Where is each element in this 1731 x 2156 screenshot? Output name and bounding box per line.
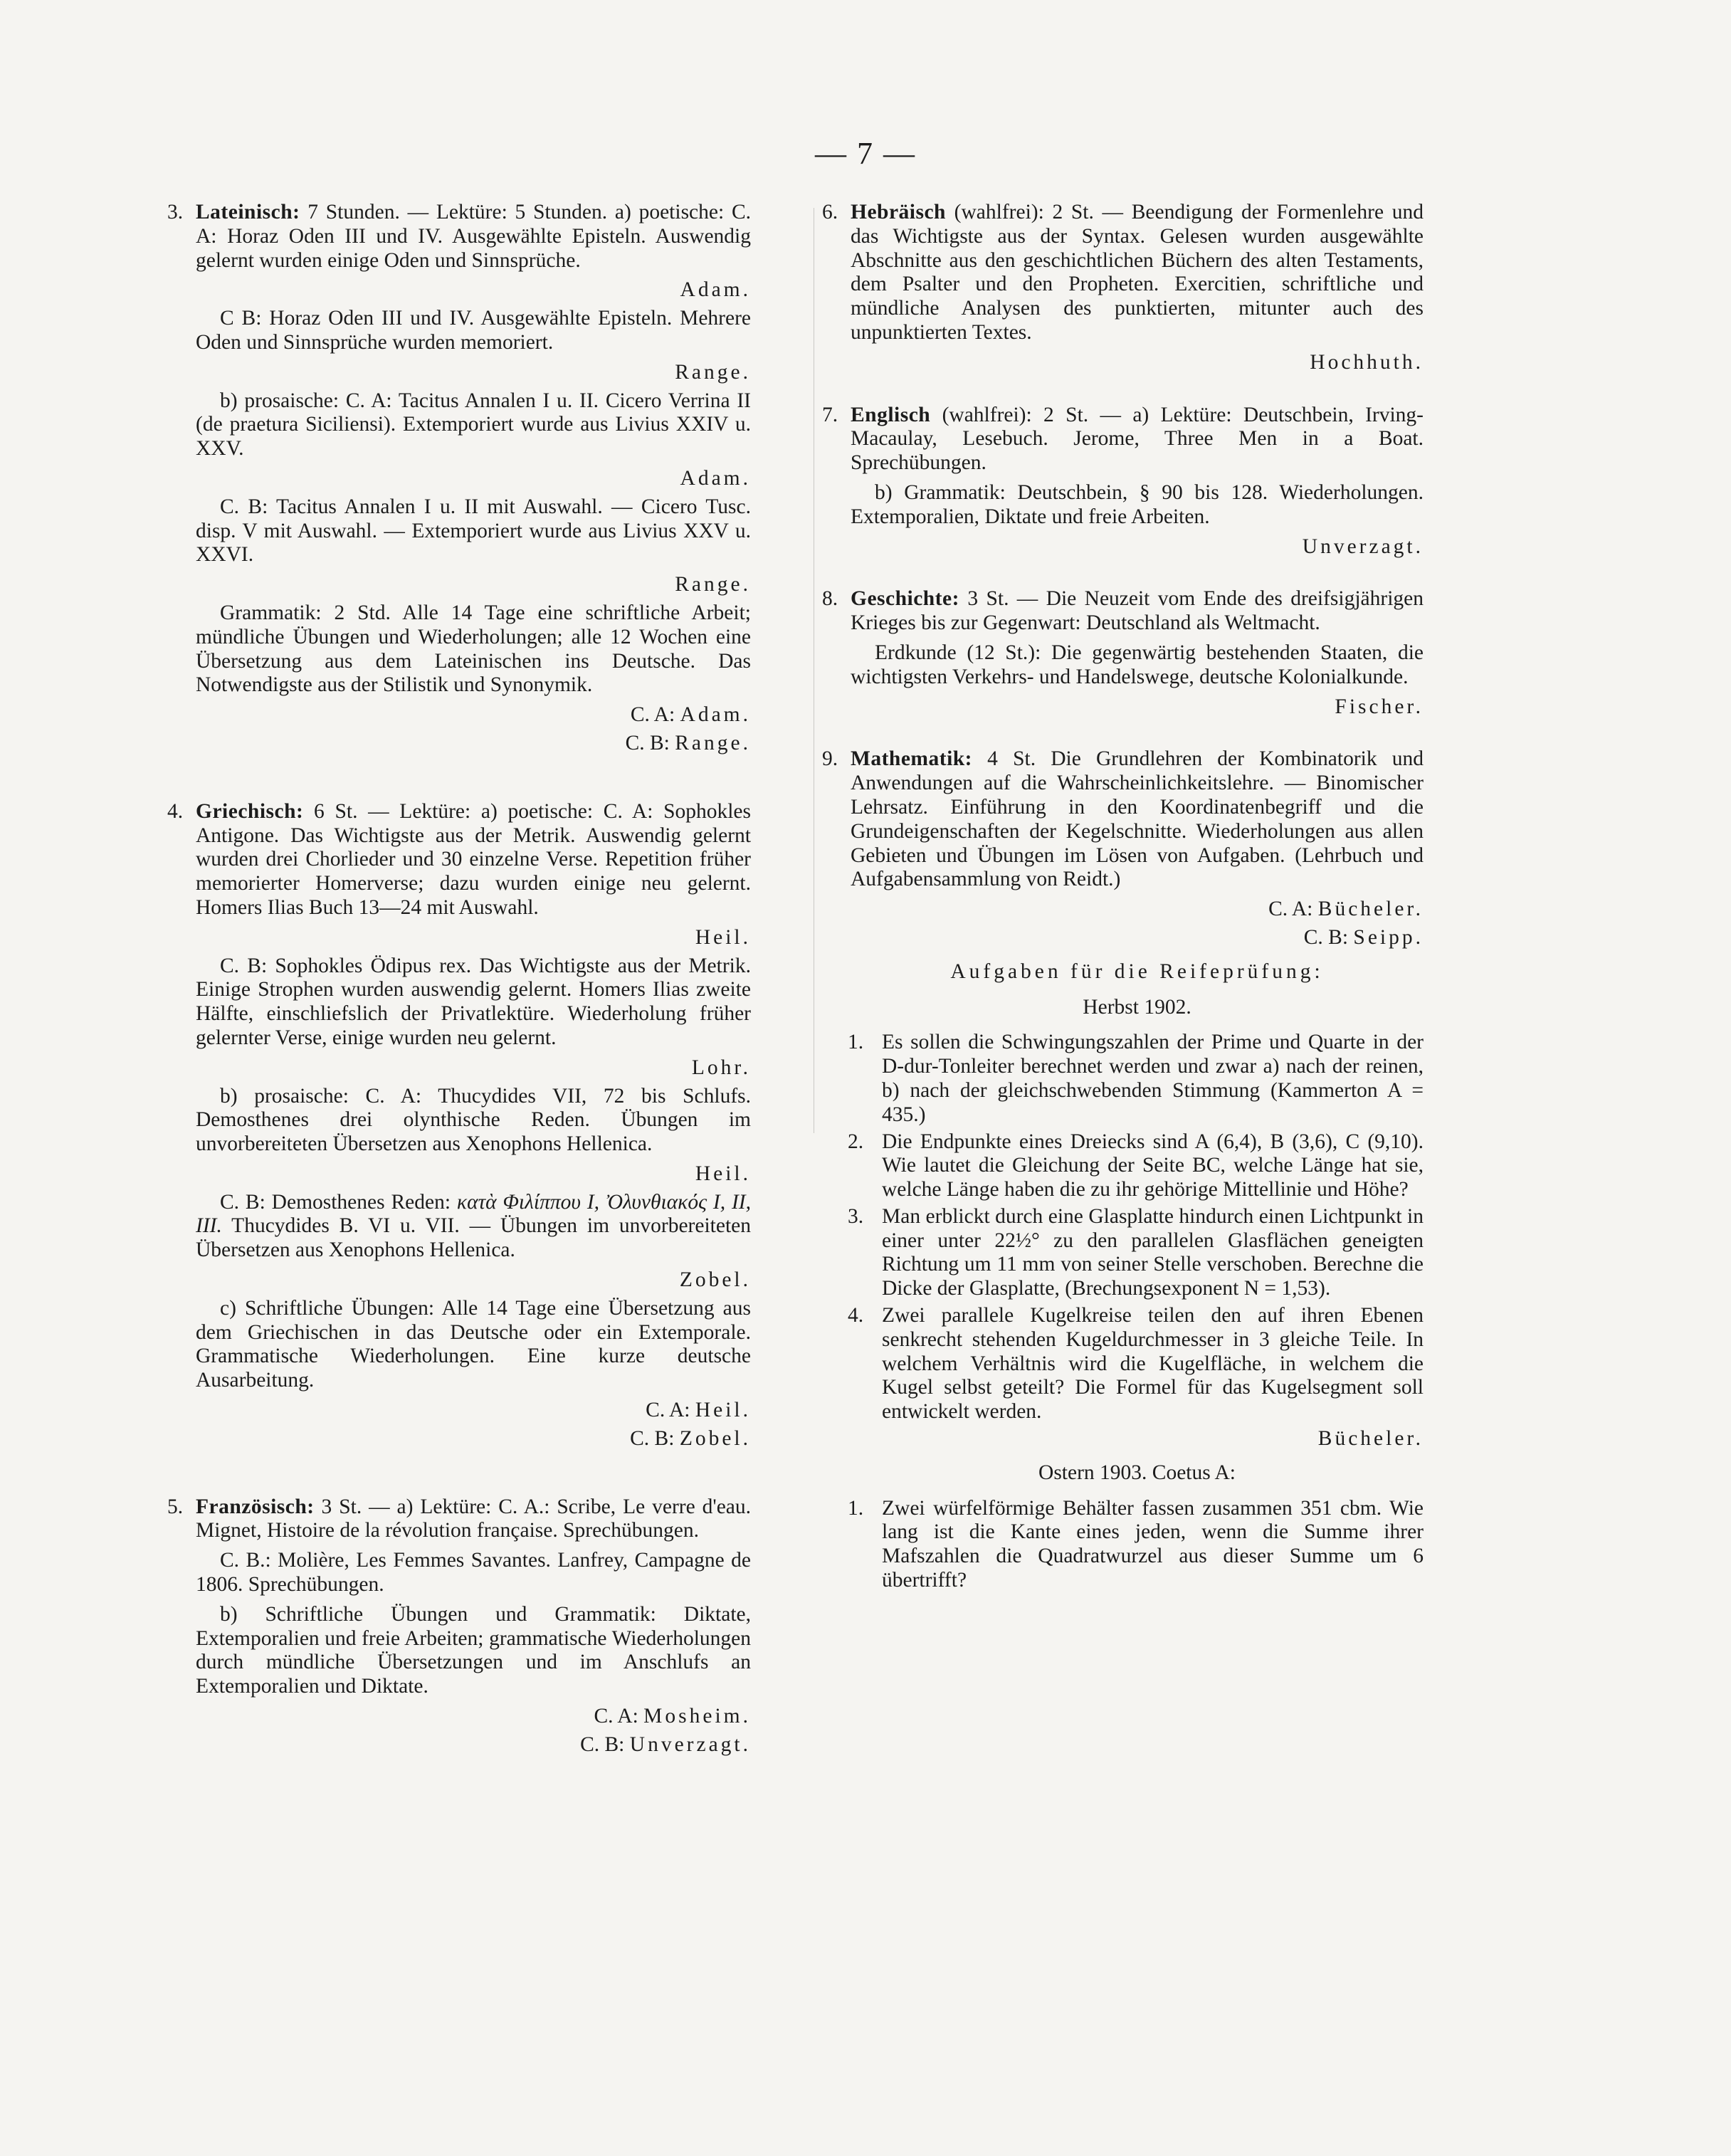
section-number: 4. <box>167 799 184 823</box>
section-number: 9. <box>822 747 838 771</box>
section-heading: Mathematik: <box>851 747 972 771</box>
section-intro: 7 Stunden. — Lektüre: 5 Stunden. a) poetische: C. A: Horaz Oden III und IV. Ausgewählte Episteln. Auswendig gelernt wurden einige Oden und Sinnsprüche. <box>196 201 752 272</box>
list-item: 1. Zwei würfelförmige Behälter fassen zusammen 351 cbm. Wie lang ist die Kante eines jeden, wenn die Summe ihrer Mafszahlen die Quadratwurzel aus dieser Summe um 6 übertrifft? <box>848 1496 1424 1592</box>
section-number: 7. <box>822 403 838 426</box>
greek-text: κατὰ Φιλίππου I, Ὀλυνθιακός I, II, III. <box>196 1190 752 1238</box>
section-number: 5. <box>167 1495 184 1518</box>
ostern-heading: Ostern 1903. Coetus A: <box>1038 1461 1236 1484</box>
teacher-name: Lohr. <box>691 1056 751 1079</box>
section-heading: Griechisch: <box>196 799 304 823</box>
section-intro: 4 St. Die Grundlehren der Kombinatorik und Anwendungen auf die Wahrscheinlichkeitslehre. — Binomischer Lehrsatz. Einführung in den Koordinatenbegriff und die Grundeigenschaften der Kegelschnitte. Wiederholungen aus allen Gebieten und Übungen im Lösen von Aufgaben. (Lehrbuch und Aufgabensammlung von Reidt.) <box>851 747 1424 891</box>
teacher-name: Range. <box>675 360 751 384</box>
teacher-ca: C. A: Heil. <box>646 1399 751 1422</box>
section-intro: (wahlfrei): 2 St. — Beendigung der Formenlehre und das Wichtigste aus der Syntax. Gelesen wurden ausgewählte Abschnitte aus den geschichtlichen Büchern des alten Testaments, dem Psalter und den Propheten. Exercitien, schriftliche und mündliche Analysen des punktierten, mitunter auch des unpunktierten Textes. <box>851 201 1424 344</box>
teacher-cb: C. B: Unverzagt. <box>580 1732 751 1756</box>
teacher-name: Range. <box>675 573 751 596</box>
teacher-name: Bücheler. <box>1317 1427 1424 1451</box>
teacher-cb: C. B: Range. <box>625 731 751 754</box>
paragraph: Grammatik: 2 Std. Alle 14 Tage eine schriftliche Arbeit; mündliche Übungen und Wiederholungen; alle 12 Wochen eine Übersetzung aus dem Lateinischen ins Deutsche. Das Notwendigste aus der Stilistik und Synonymik. <box>196 601 751 697</box>
teacher-name: Fischer. <box>1335 695 1424 718</box>
paragraph: c) Schriftliche Übungen: Alle 14 Tage eine Übersetzung aus dem Griechischen in das Deutsche oder ein Extemporale. Grammatische Wiederholungen. Eine kurze deutsche Ausarbeitung. <box>196 1296 751 1392</box>
section-mathematik <box>822 747 1424 1593</box>
section-intro: (wahlfrei): 2 St. — a) Lektüre: Deutschbein, Irving-Macaulay, Lesebuch. Jerome, Three Men in a Boat. Sprechübungen. <box>851 403 1424 475</box>
section-intro: 3 St. — Die Neuzeit vom Ende des dreifsigjährigen Krieges bis zur Gegenwart: Deutschland als Weltmacht. <box>851 587 1424 635</box>
teacher-cb: C. B: Seipp. <box>1303 925 1424 949</box>
section-intro: 6 St. — Lektüre: a) poetische: C. A: Sophokles Antigone. Das Wichtigste aus der Metrik. Auswendig gelernt wurden drei Chorlieder und 30 einzelne Verse. Repetition früher memorierter Homerverse; dazu wurden einige neu gelernt. Homers Ilias Buch 13—24 mit Auswahl. <box>196 799 751 919</box>
section-heading: Englisch <box>851 403 931 426</box>
paragraph: C. B.: Molière, Les Femmes Savantes. Lanfrey, Campagne de 1806. Sprechübungen. <box>196 1549 751 1597</box>
teacher-name: Adam. <box>680 278 751 302</box>
section-englisch <box>822 403 1424 559</box>
section-number: 3. <box>167 201 184 224</box>
paragraph: C. B: Demosthenes Reden: κατὰ Φιλίππου I, Ὀλυνθιακός I, II, III. Thucydides B. VI u. VII. — Übungen im unvorbereiteten Übersetzen aus Xenophons Hellenica. <box>196 1190 752 1262</box>
teacher-name: Zobel. <box>679 1268 751 1292</box>
paragraph: Erdkunde (12 St.): Die gegenwärtig bestehenden Staaten, die wichtigsten Verkehrs- und Handelswege, deutsche Kolonialkunde. <box>851 641 1424 688</box>
list-item: 2. Die Endpunkte eines Dreiecks sind A (6,4), B (3,6), C (9,10). Wie lautet die Gleichung der Seite BC, welche Länge hat sie, welche Länge haben die zu ihr gehörige Mittellinie und Höhe? <box>848 1130 1424 1201</box>
teacher-ca: C. A: Bücheler. <box>1268 898 1424 921</box>
teacher-name: Unverzagt. <box>1302 535 1424 558</box>
section-hebraeisch <box>822 201 1424 375</box>
section-intro: 3 St. — a) Lektüre: C. A.: Scribe, Le verre d'eau. Mignet, Histoire de la révolution française. Sprechübungen. <box>196 1495 752 1542</box>
teacher-cb: C. B: Zobel. <box>630 1426 751 1450</box>
section-latein <box>167 201 752 756</box>
page-number: — 7 — <box>815 136 916 171</box>
section-heading: Hebräisch <box>851 201 946 224</box>
section-heading: Lateinisch: <box>196 201 300 224</box>
task-list-herbst <box>848 1031 1424 1424</box>
paragraph: b) Grammatik: Deutschbein, § 90 bis 128. Wiederholungen. Extemporalien, Diktate und freie Arbeiten. <box>851 480 1424 528</box>
section-heading: Geschichte: <box>851 587 959 611</box>
section-number: 8. <box>822 587 838 611</box>
paragraph: b) prosaische: C. A: Thucydides VII, 72 bis Schlufs. Demosthenes drei olynthische Reden. Übungen im unvorbereiteten Übersetzen aus Xenophons Hellenica. <box>196 1084 751 1156</box>
teacher-ca: C. A: Adam. <box>630 703 751 727</box>
list-item: 4. Zwei parallele Kugelkreise teilen den auf ihren Ebenen senkrecht stehenden Kugeldurchmesser in 3 gleiche Teile. In welchem Verhältnis wird die Kugelfläche, in welchem die Kugel selbst geteilt? Die Formel für das Kugelsegment soll entwickelt werden. <box>848 1304 1424 1424</box>
section-franzoesisch <box>167 1495 752 1757</box>
paragraph: C B: Horaz Oden III und IV. Ausgewählte Episteln. Mehrere Oden und Sinnsprüche wurden memoriert. <box>196 307 751 354</box>
paragraph: C. B: Tacitus Annalen I u. II mit Auswahl. — Cicero Tusc. disp. V mit Auswahl. — Extemporiert wurde aus Livius XXV u. XXVI. <box>196 495 751 567</box>
teacher-ca: C. A: Mosheim. <box>594 1705 751 1728</box>
teacher-name: Adam. <box>680 466 751 490</box>
left-column <box>167 201 752 1762</box>
task-list-ostern <box>848 1496 1424 1593</box>
right-column <box>822 201 1424 1596</box>
herbst-heading: Herbst 1902. <box>1083 995 1191 1019</box>
paragraph: C. B: Sophokles Ödipus rex. Das Wichtigste aus der Metrik. Einige Strophen wurden auswendig gelernt. Homers Ilias zweite Hälfte, einschliefslich der Privatlektüre. Wiederholung früher gelernter Verse, einige wurden neu gelernt. <box>196 954 751 1049</box>
teacher-name: Heil. <box>695 925 751 949</box>
section-griechisch <box>167 799 752 1451</box>
list-item: 3. Man erblickt durch eine Glasplatte hindurch einen Lichtpunkt in einer unter 22½° zu den parallelen Glasflächen geneigten Richtung um 11 mm von seiner Stelle verschoben. Berechne die Dicke der Glasplatte, (Brechungsexponent N = 1,53). <box>848 1204 1424 1300</box>
reifepruefung-title: Aufgaben für die Reifeprüfung: <box>950 959 1324 983</box>
section-geschichte <box>822 587 1424 719</box>
section-number: 6. <box>822 201 838 224</box>
section-heading: Französisch: <box>196 1495 315 1518</box>
teacher-name: Heil. <box>695 1162 751 1185</box>
paragraph: b) Schriftliche Übungen und Grammatik: Diktate, Extemporalien und freie Arbeiten; grammatische Wiederholungen durch mündliche Übersetzungen und im Anschlufs an Extemporalien und Diktate. <box>196 1602 751 1698</box>
paragraph: b) prosaische: C. A: Tacitus Annalen I u. II. Cicero Verrina II (de praetura Siciliensi). Extemporiert wurde aus Livius XXIV u. XXV. <box>196 389 751 461</box>
teacher-name: Hochhuth. <box>1310 350 1424 374</box>
list-item: 1. Es sollen die Schwingungszahlen der Prime und Quarte in der D-dur-Tonleiter berechnet werden und zwar a) nach der reinen, b) nach der gleichschwebenden Stimmung (Kammerton A = 435.) <box>848 1031 1424 1126</box>
